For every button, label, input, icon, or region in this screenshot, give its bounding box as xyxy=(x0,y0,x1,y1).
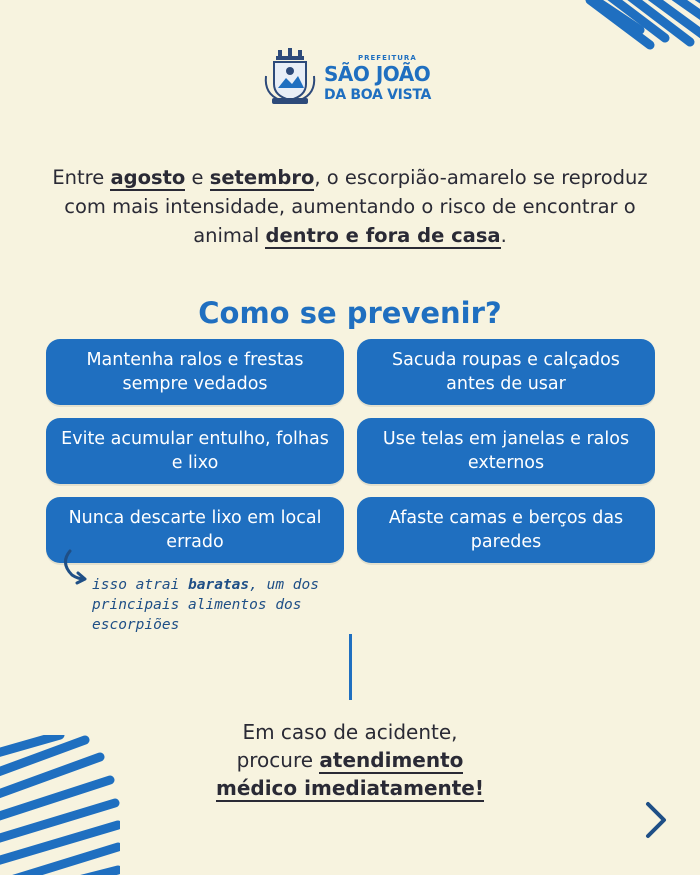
decorative-scribble-bottom-left xyxy=(0,735,120,875)
tip-card-camas: Afaste camas e berços das paredes xyxy=(357,497,655,563)
logo-city-name-line1: SÃO JOÃO xyxy=(324,62,431,86)
highlight-dentro-fora: dentro e fora de casa xyxy=(265,224,501,247)
highlight-agosto: agosto xyxy=(110,166,186,189)
section-heading: Como se prevenir? xyxy=(198,296,502,330)
note-baratas: baratas xyxy=(188,577,250,593)
logo-city-name-line2: DA BOA VISTA xyxy=(324,87,432,103)
logo-prefeitura-label: PREFEITURA xyxy=(358,54,417,62)
tip-card-telas: Use telas em janelas e ralos externos xyxy=(357,418,655,484)
tip-card-ralos: Mantenha ralos e frestas sempre vedados xyxy=(46,339,344,405)
highlight-setembro: setembro xyxy=(209,166,315,189)
curved-arrow-icon xyxy=(58,549,90,585)
decorative-scribble-top-right xyxy=(570,0,700,60)
chevron-right-icon[interactable] xyxy=(640,800,672,840)
handwritten-note: isso atrai baratas, um dos principais alimentos dos escorpiões xyxy=(92,577,319,633)
tip-card-lixo: Nunca descarte lixo em local errado xyxy=(46,497,344,563)
intro-paragraph: Entre agosto e setembro, o escorpião-amarelo se reproduz com mais intensidade, aumentando o risco de encontrar o animal dentro e fora de casa. xyxy=(52,166,648,247)
accident-message xyxy=(150,718,550,802)
tip-card-entulho: Evite acumular entulho, folhas e lixo xyxy=(46,418,344,484)
accident-line1: Em caso de acidente, xyxy=(242,720,458,744)
tip-card-roupas: Sacuda roupas e calçados antes de usar xyxy=(357,339,655,405)
vertical-divider xyxy=(349,634,352,700)
city-crest-icon xyxy=(262,46,318,106)
accident-line2: procure atendimento xyxy=(236,748,464,772)
prefeitura-logo xyxy=(262,46,442,108)
accident-line3: médico imediatamente! xyxy=(215,776,484,800)
